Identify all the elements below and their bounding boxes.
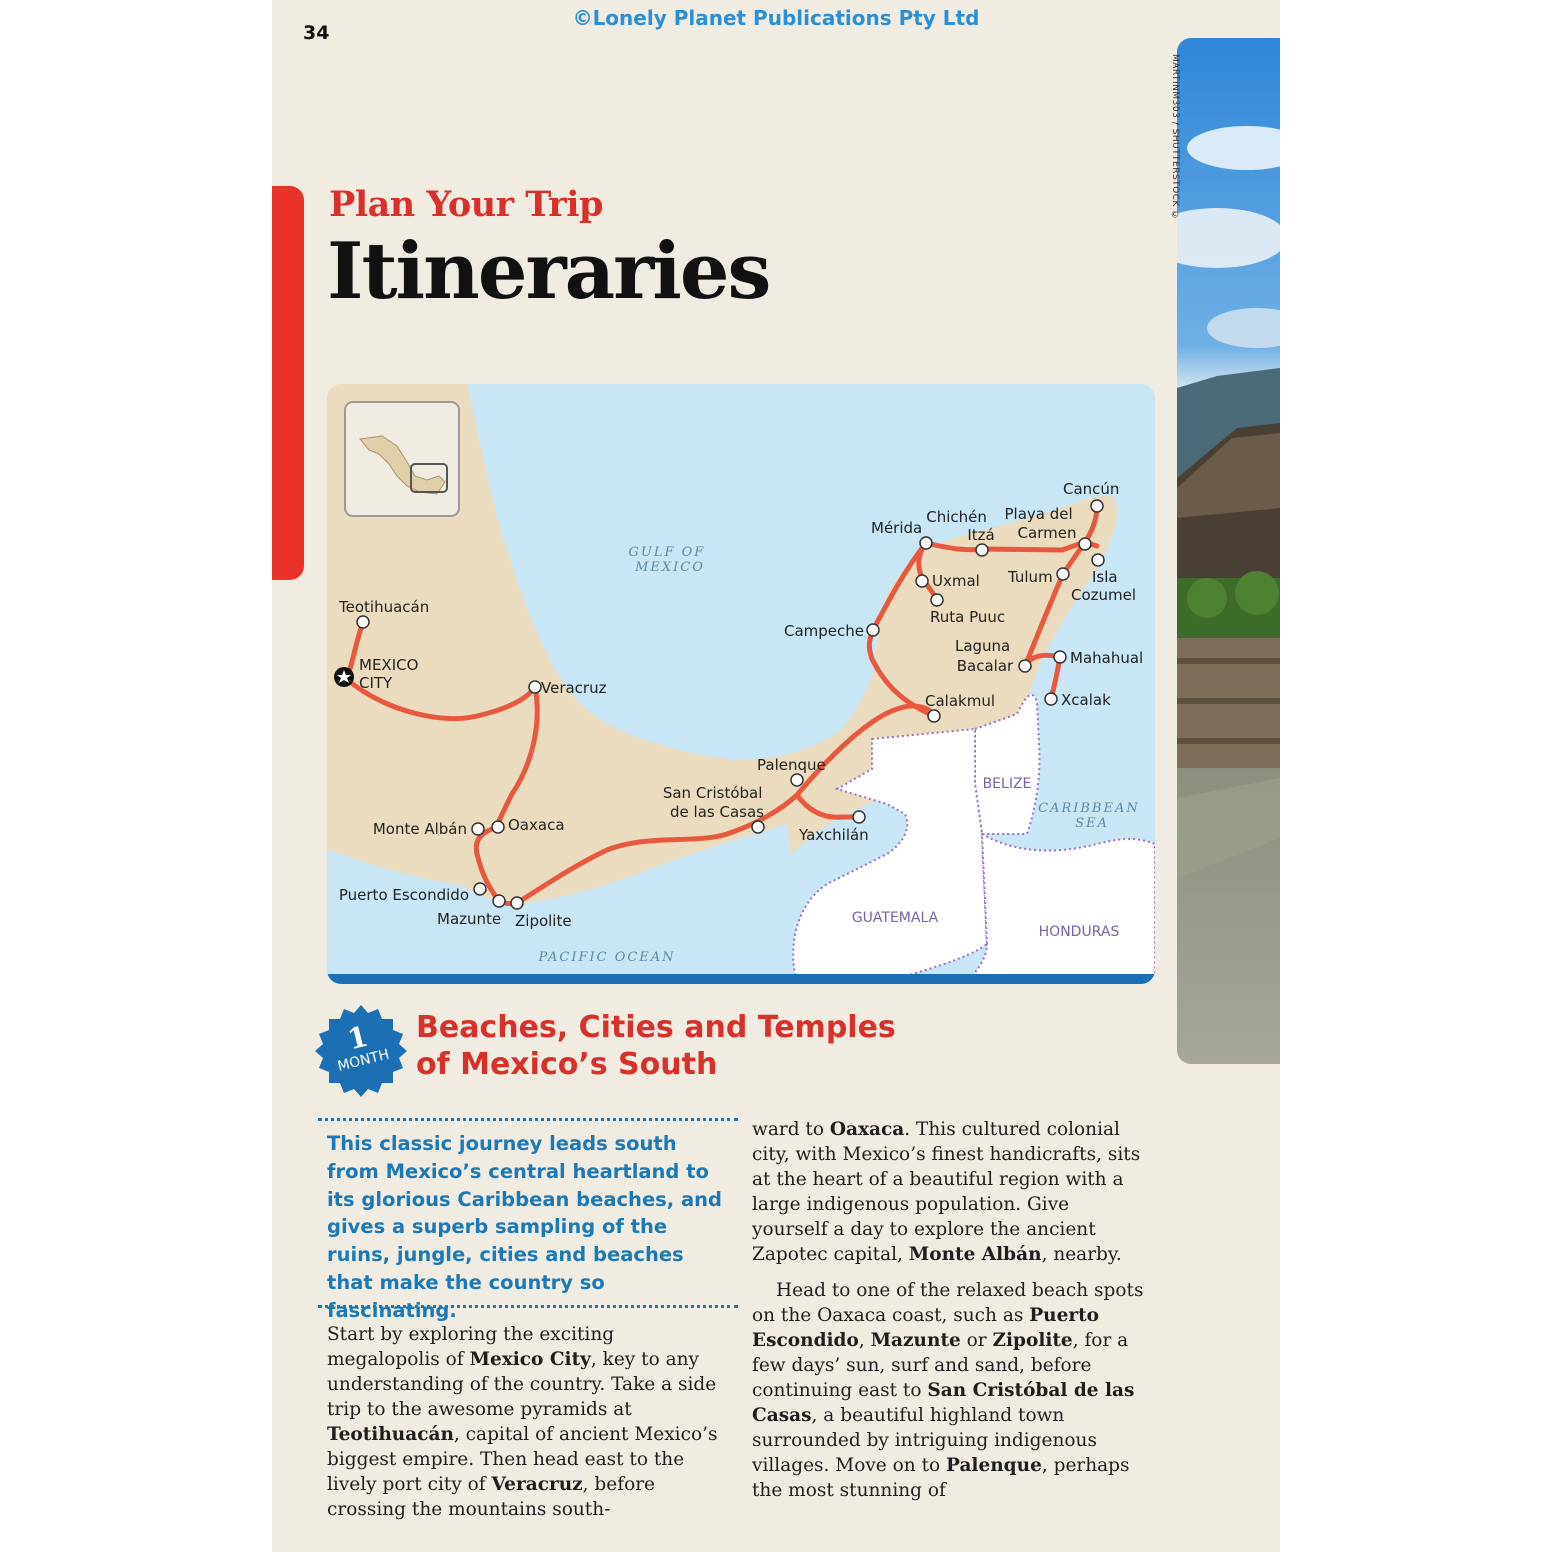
label-teotihuacan: Teotihuacán	[339, 598, 430, 616]
text-run: , key to any understanding of the country. Take a side trip to the awesome pyramids at	[327, 1349, 717, 1420]
label-mexico-city: MEXICO CITY	[359, 656, 419, 692]
text-run: or	[960, 1330, 993, 1351]
body-paragraph	[752, 1278, 1150, 1503]
label-uxmal: Uxmal	[932, 572, 980, 590]
label-yaxchilan: Yaxchilán	[799, 826, 869, 844]
badge-unit: MONTH	[335, 1046, 391, 1075]
label-monte-alban: Monte Albán	[372, 820, 467, 838]
place-name: Teotihuacán	[327, 1424, 454, 1445]
page-title: Itineraries	[327, 226, 770, 317]
text-run: , for a few days’ sun, surf and sand, before continuing east to	[752, 1330, 1129, 1401]
place-name: San Cristóbal de las Casas	[752, 1380, 1135, 1426]
intro-divider-top	[318, 1118, 738, 1121]
map-graphic	[327, 384, 1155, 984]
label-guatemala: GUATEMALA	[851, 910, 939, 926]
label-puerto-escondido: Puerto Escondido	[338, 886, 469, 904]
label-belize: BELIZE	[982, 776, 1032, 792]
photo-credit: MARTINM303 / SHUTTERSTOCK ©	[1170, 54, 1180, 221]
intro-divider-bottom	[318, 1305, 738, 1308]
chapter-tab	[272, 186, 304, 580]
copyright-notice: ©Lonely Planet Publications Pty Ltd	[572, 6, 980, 30]
text-run: , perhaps the most stunning of	[752, 1455, 1130, 1501]
text-run: , capital of ancient Mexico’s biggest empire. Then head east to the lively port city of	[327, 1424, 718, 1495]
label-honduras: HONDURAS	[1038, 924, 1120, 940]
duration-badge	[313, 1003, 409, 1099]
label-veracruz: Veracruz	[541, 679, 607, 697]
itinerary-title	[416, 1009, 896, 1083]
map-bottom-band	[327, 974, 1155, 984]
label-san-cristobal: San Cristóbal de las Casas	[662, 784, 764, 821]
itinerary-title-line2: of Mexico’s South	[416, 1047, 718, 1082]
intro-text: This classic journey leads south from Mexico’s central heartland to its glorious Caribbean beaches, and gives a superb sampling of the ruins, jungle, cities and beaches that make the country so fascinating.	[327, 1132, 722, 1322]
label-chichen-itza: Chichén Itzá	[926, 508, 995, 544]
map-land-honduras	[967, 834, 1155, 984]
text-run: . This cultured colonial city, with Mexico’s finest handicrafts, sits at the heart of a beautiful region with a large indigenous population. Give yourself a day to explore the ancient Zapotec capital,	[752, 1119, 1141, 1265]
label-oaxaca: Oaxaca	[508, 816, 565, 834]
place-name: Palenque	[946, 1455, 1042, 1476]
body-paragraph	[327, 1322, 725, 1522]
pyramid-photo	[1177, 38, 1280, 1064]
body-column-2	[752, 1117, 1150, 1503]
label-ruta-puuc: Ruta Puuc	[930, 608, 1006, 626]
label-playa-del-carmen: Playa del Carmen	[1004, 505, 1077, 542]
place-name: Mexico City	[469, 1349, 591, 1370]
label-mahahual: Mahahual	[1070, 649, 1144, 667]
text-run: , before crossing the mountains south-	[327, 1474, 656, 1520]
body-paragraph	[752, 1117, 1150, 1267]
itinerary-map	[327, 384, 1155, 984]
text-run: ,	[858, 1330, 871, 1351]
text-run: , a beautiful highland town surrounded by intriguing indigenous villages. Move on to	[752, 1405, 1097, 1476]
label-caribbean-sea: CARIBBEAN SEA	[1038, 801, 1140, 831]
label-zipolite: Zipolite	[515, 912, 572, 930]
label-laguna-bacalar: Laguna Bacalar	[954, 637, 1014, 675]
text-run: Start by exploring the exciting megalopolis of	[327, 1324, 615, 1370]
place-name: Puerto Escondido	[752, 1305, 1099, 1351]
label-merida: Mérida	[871, 519, 923, 537]
badge-number: 1	[344, 1019, 372, 1057]
place-name: Oaxaca	[829, 1119, 905, 1140]
place-name: Monte Albán	[908, 1244, 1042, 1265]
label-tulum: Tulum	[1008, 568, 1053, 586]
label-mazunte: Mazunte	[437, 910, 502, 928]
label-calakmul: Calakmul	[925, 692, 995, 710]
label-cancun: Cancún	[1063, 480, 1120, 498]
label-xcalak: Xcalak	[1061, 691, 1111, 709]
label-isla-cozumel: Isla Cozumel	[1071, 568, 1137, 604]
label-palenque: Palenque	[757, 756, 826, 774]
page-number: 34	[303, 22, 330, 44]
text-run: , nearby.	[1041, 1244, 1122, 1265]
mexico-city-star-icon	[334, 667, 354, 687]
locator-inset	[345, 402, 459, 516]
place-name: Veracruz	[491, 1474, 583, 1495]
text-run: Head to one of the relaxed beach spots on the Oaxaca coast, such as	[752, 1280, 1144, 1326]
label-gulf-of-mexico: GULF OF MEXICO	[628, 545, 706, 575]
text-run: ward to	[752, 1119, 830, 1140]
pyramid-photo-image	[1177, 38, 1280, 1064]
body-column-1	[327, 1322, 725, 1522]
label-campeche: Campeche	[783, 622, 864, 640]
place-name: Zipolite	[992, 1330, 1073, 1351]
place-name: Mazunte	[870, 1330, 961, 1351]
section-kicker: Plan Your Trip	[329, 184, 603, 225]
label-pacific-ocean: PACIFIC OCEAN	[538, 950, 676, 965]
itinerary-title-line1: Beaches, Cities and Temples	[416, 1010, 896, 1045]
